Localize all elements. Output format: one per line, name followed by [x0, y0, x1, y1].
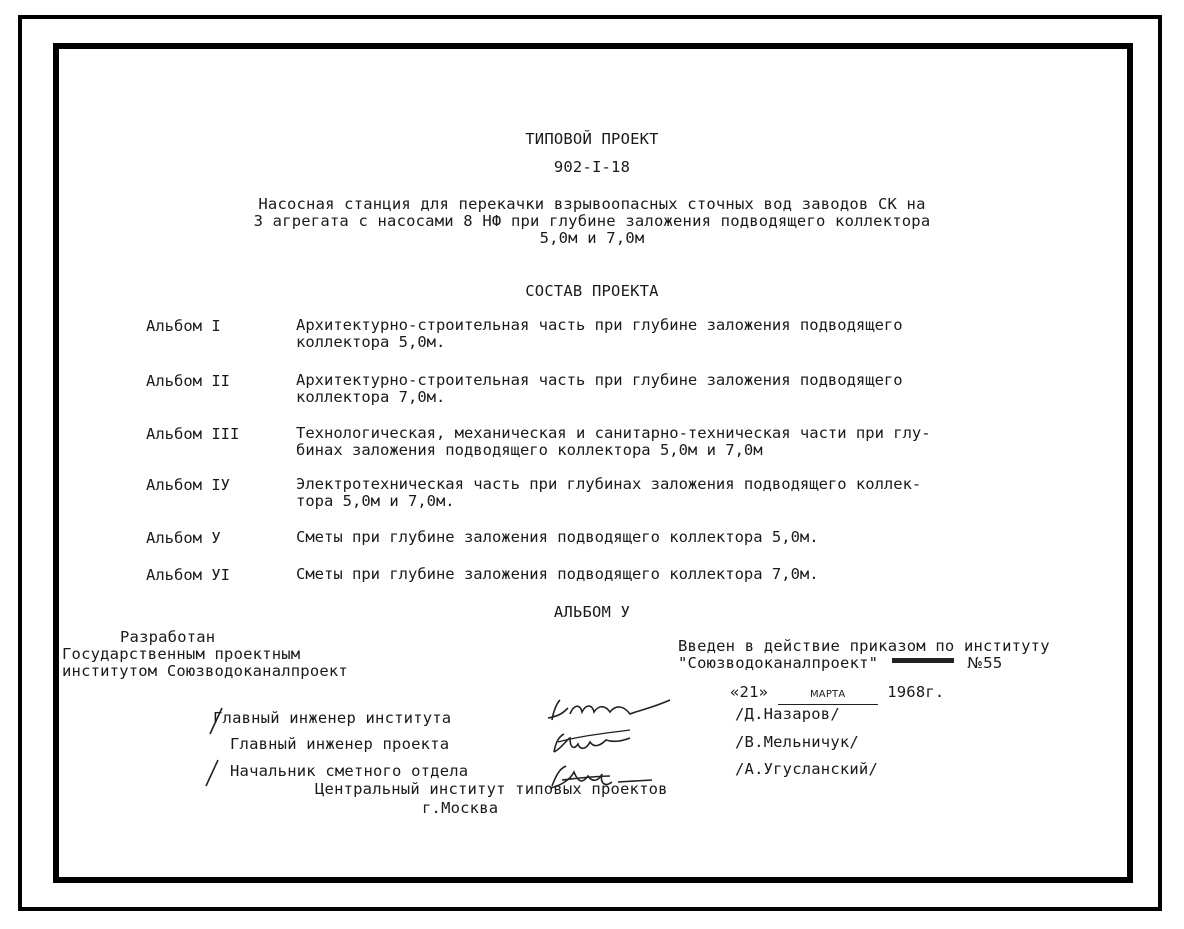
album-label: Альбом III	[146, 425, 240, 443]
album-description: Сметы при глубине заложения подводящего коллектора 7,0м.	[296, 565, 819, 583]
date-month: МАРТА	[778, 685, 878, 705]
title-line-3: 5,0м и 7,0м	[539, 229, 645, 247]
album-label: Альбом УI	[146, 566, 230, 584]
album-label: Альбом У	[146, 529, 221, 547]
album-description: Архитектурно-строительная часть при глубине заложения подводящего коллектора 7,0м.	[296, 371, 903, 406]
project-number: 902-I-18	[553, 158, 631, 176]
signature-title-1: Главный инженер института	[213, 709, 452, 727]
developer-line-1: Разработан	[120, 628, 216, 646]
footer-city: г.Москва	[422, 799, 499, 817]
album-label: Альбом I	[146, 317, 221, 335]
signature-title-3: Начальник сметного отдела	[230, 762, 469, 780]
album-label: Альбом IУ	[146, 476, 230, 494]
document-type: ТИПОВОЙ ПРОЕКТ	[525, 130, 659, 148]
order-number: №55	[967, 654, 1003, 672]
enacted-line-2	[678, 654, 1003, 673]
institute-name: "Союзводоканалпроект"	[678, 654, 879, 672]
current-album: АЛЬБОМ У	[553, 603, 631, 621]
signature-name-3: /А.Угусланский/	[735, 760, 878, 778]
developer-line-3: институтом Союзводоканалпроект	[62, 662, 348, 680]
signature-name-2: /В.Мельничук/	[735, 733, 859, 751]
album-description: Архитектурно-строительная часть при глубине заложения подводящего коллектора 5,0м.	[296, 316, 903, 351]
album-description: Электротехническая часть при глубинах заложения подводящего коллек- тора 5,0м и 7,0м.	[296, 475, 922, 510]
footer-org: Центральный институт типовых проектов	[315, 780, 668, 798]
album-label: Альбом II	[146, 372, 230, 390]
enacted-date	[730, 683, 944, 705]
album-description: Технологическая, механическая и санитарно-техническая части при глу- бинах заложения подводящего коллектора 5,0м и 7,0м	[296, 424, 931, 459]
struck-text	[892, 658, 954, 669]
handwritten-marks	[200, 700, 230, 790]
date-year: 1968г.	[887, 683, 945, 701]
signature-title-2: Главный инженер проекта	[230, 735, 450, 753]
title-line-2: 3 агрегата с насосами 8 НФ при глубине заложения подводящего коллектора	[253, 212, 931, 230]
album-description: Сметы при глубине заложения подводящего коллектора 5,0м.	[296, 528, 819, 546]
enacted-line-1: Введен в действие приказом по институту	[678, 637, 1050, 655]
signature-name-1: /Д.Назаров/	[735, 705, 840, 723]
date-day: «21»	[730, 683, 769, 701]
title-line-1: Насосная станция для перекачки взрывоопасных сточных вод заводов СК на	[258, 195, 926, 213]
developer-line-2: Государственным проектным	[62, 645, 301, 663]
composition-heading: СОСТАВ ПРОЕКТА	[525, 282, 659, 300]
